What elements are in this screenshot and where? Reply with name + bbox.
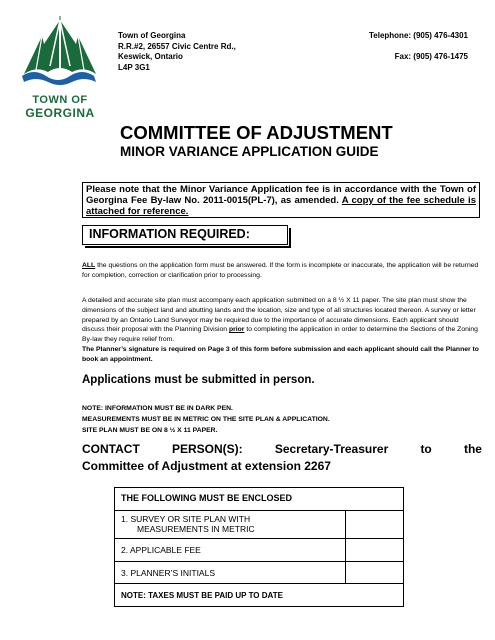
fax-number: Fax: (905) 476-1475 <box>394 52 468 61</box>
all-emphasis: ALL <box>82 262 96 269</box>
site-plan-text-before: A detailed and accurate site plan must accompany each application submitted on a 8 ½ X 11 paper. The site plan must show the dimensions of the subject land and abutting lands and the location, size and type of all structures located thereon. A survey or letter prepared by an Ontario Land Surveyor may be required due to the importance of accurate dimensions. Each applicant should discuss their proposal with the Planning Division <box>82 297 476 334</box>
prior-emphasis: prior <box>228 326 245 334</box>
item2-label: 2. APPLICABLE FEE <box>121 545 201 555</box>
table-header: THE FOLLOWING MUST BE ENCLOSED <box>121 493 292 503</box>
paragraph-questions-text: the questions on the application form must be answered. If the form is incomplete or inaccurate, the application will be returned for completion, correction or clarification prior to processing. <box>82 262 479 279</box>
item1-line1: 1. SURVEY OR SITE PLAN WITH <box>121 514 251 524</box>
table-footer-row <box>115 583 403 607</box>
table-row <box>115 538 403 561</box>
contact-word1: CONTACT <box>82 442 140 456</box>
paragraph-questions <box>82 261 482 281</box>
site-plan-text-after: to completing the application in order to determine the Sections of the Zoning By-law they require relief from. <box>82 326 478 344</box>
checkbox-column-divider <box>345 510 346 583</box>
notes-block <box>82 403 330 436</box>
note-dark-pen: NOTE: INFORMATION MUST BE IN DARK PEN. <box>82 405 233 412</box>
taxes-note: NOTE: TAXES MUST BE PAID UP TO DATE <box>121 591 283 600</box>
contact-word4: to <box>420 442 432 456</box>
town-logo <box>14 16 106 128</box>
planner-signature-note: The Planner’s signature is required on Page 3 of this form before submission and each applicant should call the Planner to book an appointment. <box>82 345 479 363</box>
note-paper-size: SITE PLAN MUST BE ON 8 ½ X 11 PAPER. <box>82 427 218 434</box>
address-block <box>118 31 236 73</box>
contact-word3: Secretary-Treasurer <box>274 442 389 456</box>
fee-notice-text: Please note that the Minor Variance Application fee is in accordance with the Town of Georgina Fee By-law No. 2011-0015(PL-7), as amended. <box>86 184 476 206</box>
table-row <box>115 561 403 583</box>
table-header-row <box>115 488 403 510</box>
section-heading-information-required: INFORMATION REQUIRED: <box>82 225 288 245</box>
address-line1: Town of Georgina <box>118 31 186 40</box>
submit-in-person-note: Applications must be submitted in person. <box>82 374 315 386</box>
contact-line2: Committee of Adjustment at extension 2267 <box>82 459 331 473</box>
fee-schedule-note: A copy of the fee schedule is attached for reference. <box>86 195 476 217</box>
page-title: COMMITTEE OF ADJUSTMENT <box>120 122 393 143</box>
contact-word2: PERSON(S): <box>171 442 243 456</box>
table-row <box>115 510 403 538</box>
item1-line2: MEASUREMENTS IN METRIC <box>137 524 255 534</box>
logo-line2: GEORGINA <box>25 106 95 120</box>
page-subtitle: MINOR VARIANCE APPLICATION GUIDE <box>120 144 379 159</box>
georgina-tent-logo-icon <box>14 16 106 96</box>
telephone-number: Telephone: (905) 476-4301 <box>368 31 468 40</box>
contact-word5: the <box>463 442 482 456</box>
logo-line1: TOWN OF <box>32 94 88 106</box>
note-metric: MEASUREMENTS MUST BE IN METRIC ON THE SITE PLAN & APPLICATION. <box>82 416 330 423</box>
contact-person <box>82 441 482 475</box>
paragraph-site-plan <box>82 296 482 365</box>
fee-notice-box <box>82 182 480 218</box>
enclosure-table <box>114 487 404 607</box>
address-line2: R.R.#2, 26557 Civic Centre Rd., <box>118 41 236 51</box>
item3-label: 3. PLANNER’S INITIALS <box>121 568 216 578</box>
address-line3: Keswick, Ontario <box>118 52 183 61</box>
address-line4: L4P 3G1 <box>118 62 150 72</box>
